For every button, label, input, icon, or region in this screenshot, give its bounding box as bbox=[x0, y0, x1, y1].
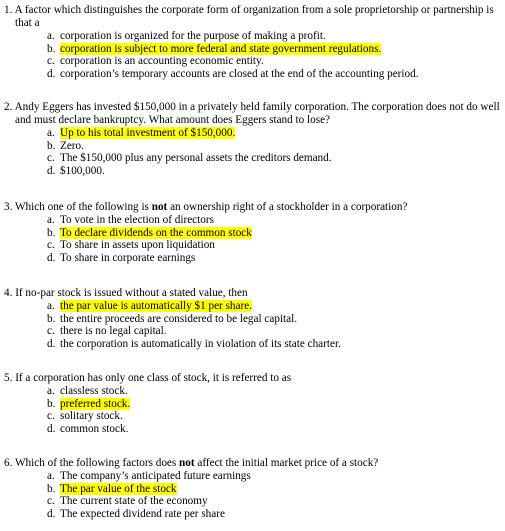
answer-option-b bbox=[4, 398, 501, 411]
answer-option-c bbox=[4, 55, 501, 68]
answer-option-b bbox=[4, 43, 501, 56]
answer-option-d bbox=[4, 165, 501, 178]
option-text: corporation is organized for the purpose of making a profit. bbox=[60, 30, 326, 42]
option-text: solitary stock. bbox=[60, 410, 123, 422]
option-letter: d. bbox=[47, 67, 56, 80]
option-letter: c. bbox=[47, 495, 55, 507]
stem-text: If a corporation has only one class of stock, it is referred to as bbox=[15, 372, 292, 384]
stem-text: If no-par stock is issued without a stated value, then bbox=[15, 287, 248, 299]
option-text: the entire proceeds are considered to be legal capital. bbox=[60, 312, 297, 325]
option-letter: c. bbox=[47, 239, 55, 251]
option-letter: b. bbox=[47, 397, 56, 410]
option-letter: c. bbox=[47, 410, 55, 422]
answer-option-c bbox=[4, 152, 501, 165]
option-letter: a. bbox=[47, 30, 55, 42]
highlighted-option-text: The par value of the stock bbox=[60, 482, 177, 495]
option-letter: c. bbox=[47, 55, 55, 67]
question-2 bbox=[4, 101, 501, 177]
option-letter: c. bbox=[47, 152, 55, 164]
question-number: 5. bbox=[4, 372, 13, 384]
question-number: 3. bbox=[4, 201, 13, 213]
answer-option-a bbox=[4, 30, 501, 43]
option-letter: d. bbox=[47, 251, 56, 264]
answer-option-a bbox=[4, 214, 501, 227]
option-letter: a. bbox=[47, 214, 55, 226]
answer-option-b bbox=[4, 483, 501, 496]
question-number: 4. bbox=[4, 287, 13, 299]
answer-option-d bbox=[4, 508, 501, 521]
question-stem bbox=[4, 201, 501, 214]
answer-option-b bbox=[4, 227, 501, 240]
answer-option-a bbox=[4, 127, 501, 140]
stem-text: Which one of the following is bbox=[15, 201, 152, 213]
question-stem bbox=[4, 4, 501, 30]
highlighted-option-text: To declare dividends on the common stock bbox=[60, 226, 252, 239]
answer-option-d bbox=[4, 338, 501, 351]
highlighted-option-text: corporation is subject to more federal and state government regulations. bbox=[60, 42, 382, 55]
question-1 bbox=[4, 4, 501, 80]
question-4 bbox=[4, 287, 501, 350]
highlighted-option-text: preferred stock. bbox=[60, 397, 131, 410]
stem-text: Andy Eggers has invested $150,000 in a privately held family corporation. The corporation does not do well and must declare bankruptcy. What amount does Eggers stand to lose? bbox=[14, 101, 500, 126]
highlighted-option-text: the par value is automatically $1 per share. bbox=[60, 300, 252, 312]
question-stem bbox=[4, 287, 501, 300]
option-letter: b. bbox=[47, 312, 56, 325]
answer-option-c bbox=[4, 239, 501, 252]
question-stem bbox=[4, 372, 501, 385]
option-text: The $150,000 plus any personal assets the creditors demand. bbox=[60, 152, 332, 164]
option-letter: b. bbox=[47, 42, 56, 55]
stem-text: affect the initial market price of a stock? bbox=[194, 457, 379, 469]
answer-option-c bbox=[4, 325, 501, 338]
emphasis-not: not bbox=[179, 457, 195, 469]
option-text: Zero. bbox=[60, 139, 84, 152]
option-letter: d. bbox=[47, 337, 56, 350]
option-text: common stock. bbox=[60, 422, 129, 435]
option-text: $100,000. bbox=[60, 164, 105, 177]
question-5 bbox=[4, 372, 501, 435]
option-text: there is no legal capital. bbox=[60, 325, 167, 337]
option-letter: c. bbox=[47, 325, 55, 337]
option-letter: b. bbox=[47, 482, 56, 495]
answer-option-c bbox=[4, 410, 501, 423]
option-text: The company’s anticipated future earnings bbox=[60, 470, 251, 482]
question-stem bbox=[4, 457, 501, 470]
answer-option-c bbox=[4, 495, 501, 508]
option-text: To share in assets upon liquidation bbox=[60, 239, 215, 251]
option-letter: a. bbox=[47, 385, 55, 397]
answer-option-d bbox=[4, 423, 501, 436]
option-letter: b. bbox=[47, 139, 56, 152]
option-text: the corporation is automatically in violation of its state charter. bbox=[60, 337, 341, 350]
stem-text: Which of the following factors does bbox=[15, 457, 180, 469]
option-letter: d. bbox=[47, 507, 56, 520]
option-letter: b. bbox=[47, 226, 56, 239]
option-text: To share in corporate earnings bbox=[60, 251, 196, 264]
answer-option-b bbox=[4, 140, 501, 153]
question-6 bbox=[4, 457, 501, 520]
option-letter: a. bbox=[47, 300, 55, 312]
highlighted-option-text: Up to his total investment of $150,000. bbox=[60, 127, 236, 139]
emphasis-not: not bbox=[151, 201, 168, 213]
answer-option-a bbox=[4, 385, 501, 398]
option-letter: a. bbox=[47, 470, 55, 482]
answer-option-b bbox=[4, 313, 501, 326]
option-letter: d. bbox=[47, 422, 56, 435]
question-stem bbox=[4, 101, 501, 127]
answer-option-d bbox=[4, 68, 501, 81]
option-letter: a. bbox=[47, 127, 55, 139]
question-number: 2. bbox=[4, 101, 13, 113]
option-letter: d. bbox=[47, 164, 56, 177]
option-text: corporation is an accounting economic entity. bbox=[60, 55, 264, 67]
stem-text: A factor which distinguishes the corporate form of organization from a sole proprietorship or partnership is that a bbox=[14, 4, 494, 29]
question-3 bbox=[4, 201, 501, 264]
option-text: corporation’s temporary accounts are closed at the end of the accounting period. bbox=[60, 67, 419, 80]
option-text: classless stock. bbox=[60, 385, 128, 397]
answer-option-d bbox=[4, 252, 501, 265]
option-text: The current state of the economy bbox=[60, 495, 208, 507]
question-number: 1. bbox=[4, 4, 13, 16]
answer-option-a bbox=[4, 300, 501, 313]
answer-option-a bbox=[4, 470, 501, 483]
option-text: The expected dividend rate per share bbox=[60, 507, 225, 520]
question-number: 6. bbox=[4, 457, 13, 469]
option-text: To vote in the election of directors bbox=[60, 214, 214, 226]
stem-text: an ownership right of a stockholder in a corporation? bbox=[167, 201, 408, 213]
